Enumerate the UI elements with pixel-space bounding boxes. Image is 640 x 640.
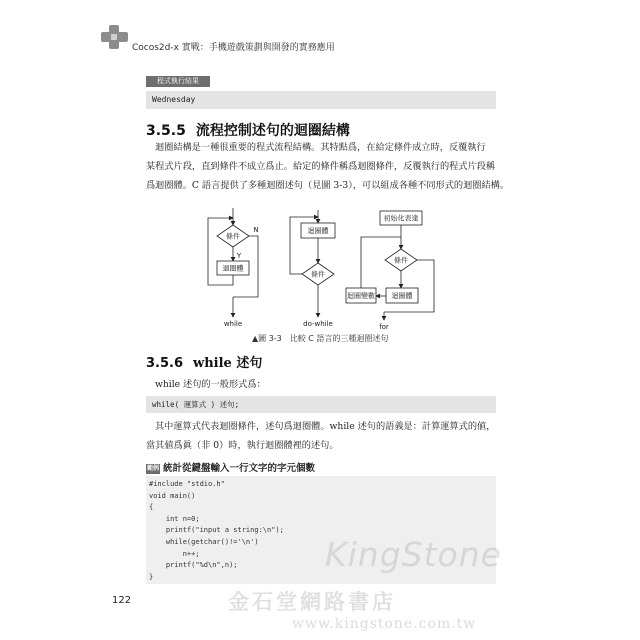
section-356-heading (146, 352, 262, 371)
while-body-label: 迴圈體 (222, 264, 244, 273)
section-356-title: while 述句 (193, 356, 263, 371)
code-line: } (149, 572, 154, 581)
section-355-paragraph (146, 138, 510, 195)
watermark-latin: KingStone (325, 535, 502, 574)
code-line: printf("%d\n",n); (149, 561, 238, 570)
section-356-paragraph (146, 417, 506, 455)
loop-flowchart-figure (200, 208, 450, 333)
example-title: 統計從鍵盤輸入一行文字的字元個數 (163, 463, 316, 474)
while-syntax: while( 運算式 ) 述句; (146, 396, 496, 413)
watermark-url: www.kingstone.com.tw (292, 616, 477, 632)
for-body-label: 迴圈體 (391, 292, 413, 300)
while-y-label: Y (236, 252, 242, 260)
para2-line1: 其中運算式代表迴圈條件，述句爲迴圈體。while 述句的語義是：計算運算式的値， (155, 421, 496, 432)
dowhile-label: do-while (303, 320, 333, 328)
output-section-tag: 程式執行結果 (146, 76, 210, 87)
section-356-number: 3.5.6 (146, 356, 184, 371)
dowhile-condition-label: 條件 (311, 270, 325, 279)
figure-caption: ▲圖 3-3 比較 C 語言的三種迴圈述句 (252, 334, 389, 343)
section-355-number: 3.5.5 (146, 123, 186, 139)
example-icon: 範例 (146, 464, 159, 472)
program-output: Wednesday (146, 91, 496, 109)
para1-line2: 某程式片段，直到條件不成立爲止。給定的條件稱爲迴圈條件，反覆執行的程式片段稱 (146, 161, 496, 172)
para2-line2: 當其値爲眞（非 0）時，執行迴圈體裡的述句。 (146, 440, 339, 451)
while-label: while (223, 320, 243, 328)
book-header-title: Cocos2d-x 實戰：手機遊戲策劃與開發的實務應用 (132, 43, 335, 53)
para1-line3: 爲迴圈體。C 語言提供了多種迴圈述句（見圖 3-3），可以組成各種不同形式的迴圈結構。 (146, 180, 510, 191)
book-logo-icon (100, 24, 130, 50)
code-line: n++; (149, 549, 200, 558)
code-line: { (149, 503, 154, 512)
for-update-label: 迴圈變數 (347, 292, 375, 300)
for-label: for (379, 323, 389, 331)
while-n-label: N (253, 226, 259, 234)
watermark-cjk: 金石堂網路書店 (228, 589, 396, 614)
while-intro: while 述句的一般形式爲： (155, 379, 266, 390)
code-line: int n=0; (149, 514, 200, 523)
dowhile-body-label: 迴圈體 (307, 227, 329, 235)
example-heading (146, 460, 315, 474)
code-line: while(getchar()!='\n') (149, 537, 259, 546)
for-init-label: 初始化表達 (383, 214, 419, 223)
code-line: void main() (149, 491, 196, 500)
section-355-title: 流程控制述句的迴圈結構 (195, 123, 350, 139)
for-condition-label: 條件 (394, 256, 408, 265)
para1-line1: 迴圈結構是一種很重要的程式流程結構。其特點爲，在給定條件成立時，反覆執行 (155, 142, 486, 153)
while-condition-label: 條件 (226, 232, 240, 241)
page-number: 122 (112, 595, 132, 606)
section-355-heading (146, 120, 350, 140)
code-line: #include "stdio.h" (149, 480, 225, 488)
code-line: printf("input a string:\n"); (149, 526, 284, 535)
